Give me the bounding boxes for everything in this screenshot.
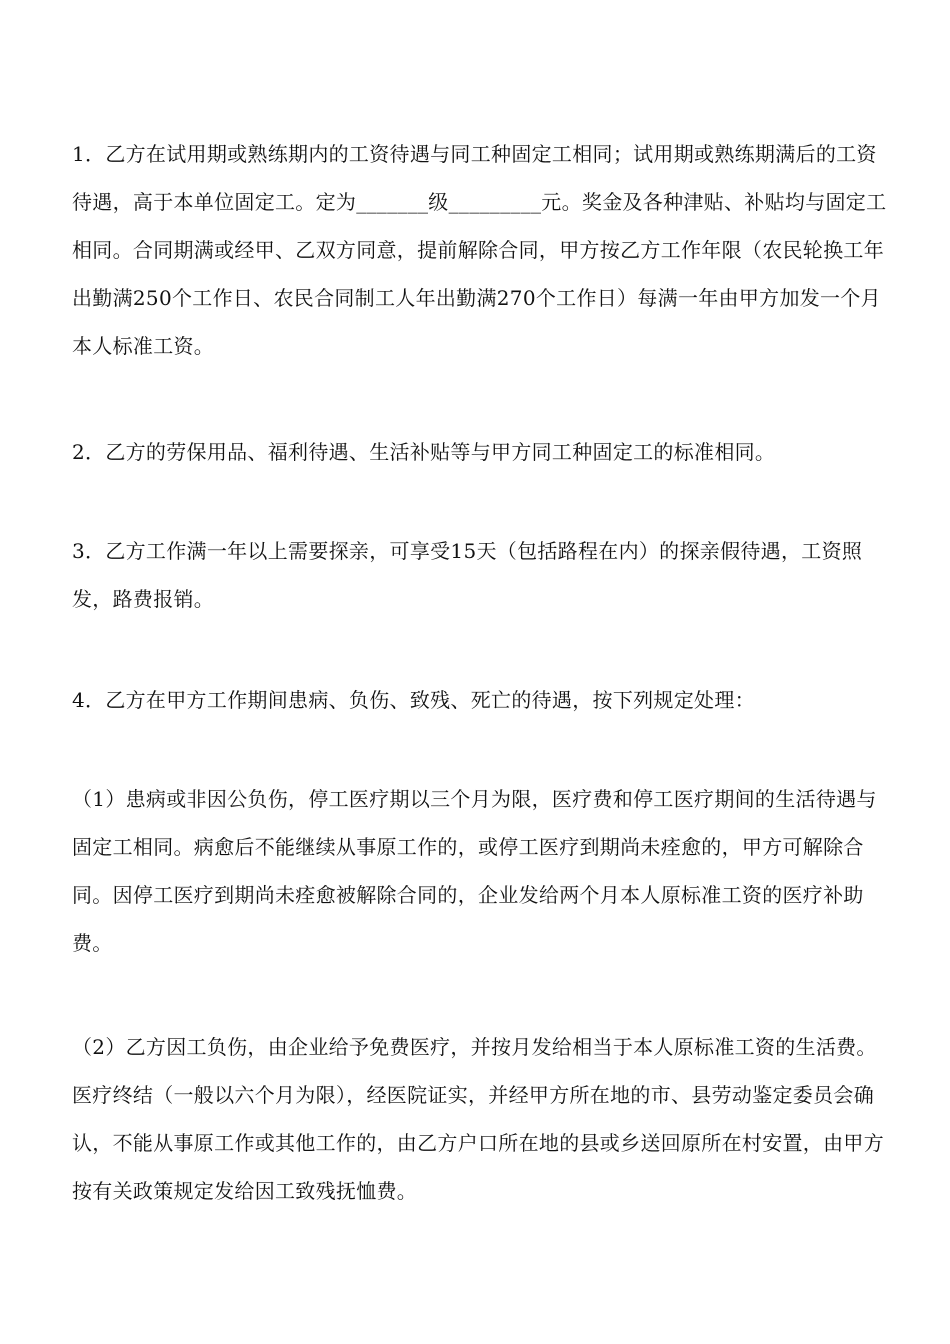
clause-4-illness-injury: 4．乙方在甲方工作期间患病、负伤、致残、死亡的待遇，按下列规定处理： (72, 688, 755, 712)
clause-1-wages: 1．乙方在试用期或熟练期内的工资待遇与同工种固定工相同；试用期或熟练期满后的工资待遇，高于本单位固定工。定为_______级_________元。奖金及各种津贴、补贴均与固定工相同。合同期满或经甲、乙双方同意，提前解除合同，甲方按乙方工作年限（农民轮换工年出勤满250个工作日、农民合同制工人年出勤满270个工作日）每满一年由甲方加发一个月本人标准工资。 (72, 142, 887, 358)
clause-3-home-leave: 3．乙方工作满一年以上需要探亲，可享受15天（包括路程在内）的探亲假待遇，工资照发，路费报销。 (72, 539, 863, 611)
clause-2-benefits: 2．乙方的劳保用品、福利待遇、生活补贴等与甲方同工种固定工的标准相同。 (72, 440, 776, 464)
clause-4-item-2-work-injury: （2）乙方因工负伤，由企业给予免费医疗，并按月发给相当于本人原标准工资的生活费。医疗终结（一般以六个月为限），经医院证实，并经甲方所在地的市、县劳动鉴定委员会确认，不能从事原工作或其他工作的，由乙方户口所在地的县或乡送回原所在村安置，由甲方按有关政策规定发给因工致残抚恤费。 (72, 1035, 884, 1203)
clause-4-item-1-illness: （1）患病或非因公负伤，停工医疗期以三个月为限，医疗费和停工医疗期间的生活待遇与固定工相同。病愈后不能继续从事原工作的，或停工医疗到期尚未痊愈的，甲方可解除合同。因停工医疗到期尚未痊愈被解除合同的，企业发给两个月本人原标准工资的医疗补助费。 (72, 787, 877, 955)
